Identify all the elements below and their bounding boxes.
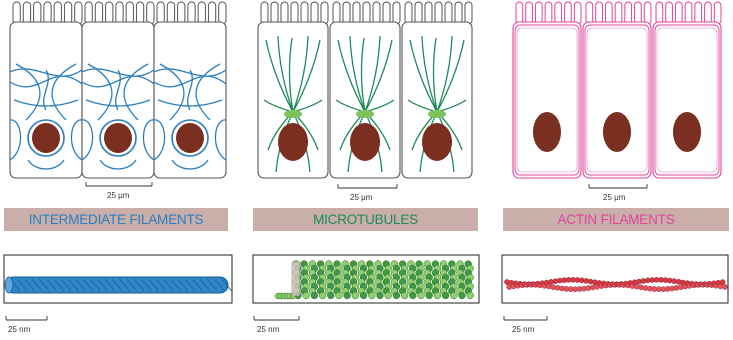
- cell-body: [513, 22, 581, 178]
- microtubule-structure: [275, 261, 474, 299]
- microvillus: [545, 2, 552, 24]
- epithelial-cell: [653, 2, 721, 178]
- nucleus: [350, 123, 380, 161]
- intermediate-filament-scale-label: 25 nm: [8, 325, 31, 334]
- nucleus: [533, 112, 561, 152]
- actin-filaments-cells: [513, 2, 721, 178]
- tubulin-subunit: [450, 292, 457, 299]
- scale-bar: [254, 316, 299, 320]
- microvillus: [405, 2, 412, 24]
- microvillus: [425, 2, 432, 24]
- cell-body: [583, 22, 651, 178]
- microvillus: [415, 2, 422, 24]
- microvillus: [555, 2, 562, 24]
- microvillus: [596, 2, 603, 24]
- cross-section: [292, 262, 300, 296]
- tubulin-subunit: [336, 292, 343, 299]
- microvillus: [644, 2, 651, 24]
- microvillus: [705, 2, 712, 24]
- tubulin-subunit: [368, 292, 375, 299]
- filament-frame: [502, 255, 728, 303]
- microvillus: [465, 2, 472, 24]
- epithelial-cell: [258, 2, 328, 178]
- tubulin-subunit: [459, 292, 466, 299]
- epithelial-cell: [330, 2, 400, 178]
- microvillus: [95, 2, 102, 24]
- microvillus: [435, 2, 442, 24]
- nucleus: [32, 123, 60, 153]
- microvillus: [126, 2, 133, 24]
- centrosome: [428, 110, 446, 118]
- actin-filaments-title: ACTIN FILAMENTS: [557, 212, 675, 227]
- microvillus: [54, 2, 61, 24]
- microvillus: [23, 2, 30, 24]
- microvillus: [85, 2, 92, 24]
- microvillus: [635, 2, 642, 24]
- microvillus: [353, 2, 360, 24]
- microvillus: [281, 2, 288, 24]
- scale-bar: [504, 316, 547, 320]
- microvillus: [615, 2, 622, 24]
- microvillus: [574, 2, 581, 24]
- tubulin-subunit: [303, 292, 310, 299]
- scale-bar: [86, 182, 152, 186]
- tubulin-subunit: [434, 292, 441, 299]
- nucleus: [673, 112, 701, 152]
- cell-body: [154, 22, 226, 178]
- microvillus: [106, 2, 113, 24]
- microvillus: [565, 2, 572, 24]
- epithelial-cell: [10, 2, 82, 178]
- nucleus: [176, 123, 204, 153]
- tubulin-subunit: [311, 292, 318, 299]
- nucleus: [278, 123, 308, 161]
- microvillus: [75, 2, 82, 24]
- microvillus: [208, 2, 215, 24]
- microvillus: [157, 2, 164, 24]
- microvillus: [516, 2, 523, 24]
- intermediate-filaments-cells: [10, 2, 226, 178]
- microvillus: [445, 2, 452, 24]
- actin-filament-scale-label: 25 nm: [512, 325, 535, 334]
- tubulin-subunit: [418, 292, 425, 299]
- microvillus: [13, 2, 20, 24]
- actin-filaments-banner: [503, 208, 729, 231]
- microvillus: [455, 2, 462, 24]
- microvillus: [383, 2, 390, 24]
- microvillus: [526, 2, 533, 24]
- microvillus: [301, 2, 308, 24]
- microvillus: [535, 2, 542, 24]
- microtubules-filament-scale-label: 25 nm: [257, 325, 280, 334]
- microvillus: [393, 2, 400, 24]
- tubulin-subunit: [352, 292, 359, 299]
- centrosome: [284, 110, 302, 118]
- microvillus: [363, 2, 370, 24]
- microvillus: [116, 2, 123, 24]
- microvillus: [198, 2, 205, 24]
- microvillus: [373, 2, 380, 24]
- tubulin-subunit: [319, 292, 326, 299]
- tubulin-subunit: [393, 292, 400, 299]
- nucleus: [422, 123, 452, 161]
- microvillus: [321, 2, 328, 24]
- microvillus: [656, 2, 663, 24]
- microvillus: [34, 2, 41, 24]
- tubulin-subunit: [467, 292, 474, 299]
- microvillus: [44, 2, 51, 24]
- epithelial-cell: [154, 2, 226, 178]
- microvillus: [64, 2, 71, 24]
- intermediate-filaments-banner: [4, 208, 228, 231]
- microtubules-cell-scale-label: 25 μm: [350, 193, 373, 202]
- centrosome: [356, 110, 374, 118]
- microvillus: [605, 2, 612, 24]
- scale-bar: [589, 184, 647, 188]
- tubulin-subunit: [385, 292, 392, 299]
- intermediate-filaments-title: INTERMEDIATE FILAMENTS: [28, 212, 204, 227]
- epithelial-cell: [583, 2, 651, 178]
- epithelial-cell: [513, 2, 581, 178]
- microvillus: [714, 2, 721, 24]
- microvillus: [271, 2, 278, 24]
- microvillus: [675, 2, 682, 24]
- tubulin-subunit: [442, 292, 449, 299]
- nucleus: [603, 112, 631, 152]
- tubulin-subunit: [426, 292, 433, 299]
- microvillus: [291, 2, 298, 24]
- rod-end: [5, 277, 13, 293]
- microvillus: [685, 2, 692, 24]
- microtubules-banner: [253, 208, 478, 231]
- microvillus: [219, 2, 226, 24]
- microvillus: [333, 2, 340, 24]
- nucleus: [104, 123, 132, 153]
- tubulin-subunit: [409, 292, 416, 299]
- microvillus: [178, 2, 185, 24]
- epithelial-cell: [82, 2, 154, 178]
- microtubules-title: MICROTUBULES: [313, 212, 418, 227]
- scale-bar: [338, 184, 397, 188]
- microvillus: [261, 2, 268, 24]
- microvillus: [136, 2, 143, 24]
- microvillus: [586, 2, 593, 24]
- actin-monomer: [720, 279, 725, 284]
- intermediate-filament-rod: [5, 277, 232, 293]
- microvillus: [666, 2, 673, 24]
- tubulin-subunit: [327, 292, 334, 299]
- cell-body: [82, 22, 154, 178]
- cell-body: [10, 22, 82, 178]
- tubulin-subunit: [401, 292, 408, 299]
- tubulin-subunit: [344, 292, 351, 299]
- microvillus: [343, 2, 350, 24]
- microvillus: [147, 2, 154, 24]
- microvillus: [188, 2, 195, 24]
- microvillus: [167, 2, 174, 24]
- microvillus: [695, 2, 702, 24]
- actin-cell-scale-label: 25 μm: [603, 193, 626, 202]
- actin-monomer: [722, 284, 727, 289]
- microvillus: [311, 2, 318, 24]
- microvillus: [625, 2, 632, 24]
- intermediate-cell-scale-label: 25 μm: [107, 191, 130, 200]
- tubulin-subunit: [377, 292, 384, 299]
- tubulin-subunit: [360, 292, 367, 299]
- epithelial-cell: [402, 2, 472, 178]
- filament-structures: [4, 255, 728, 303]
- microtubules-cells: [258, 2, 472, 178]
- scale-bar: [6, 316, 47, 320]
- cell-body: [653, 22, 721, 178]
